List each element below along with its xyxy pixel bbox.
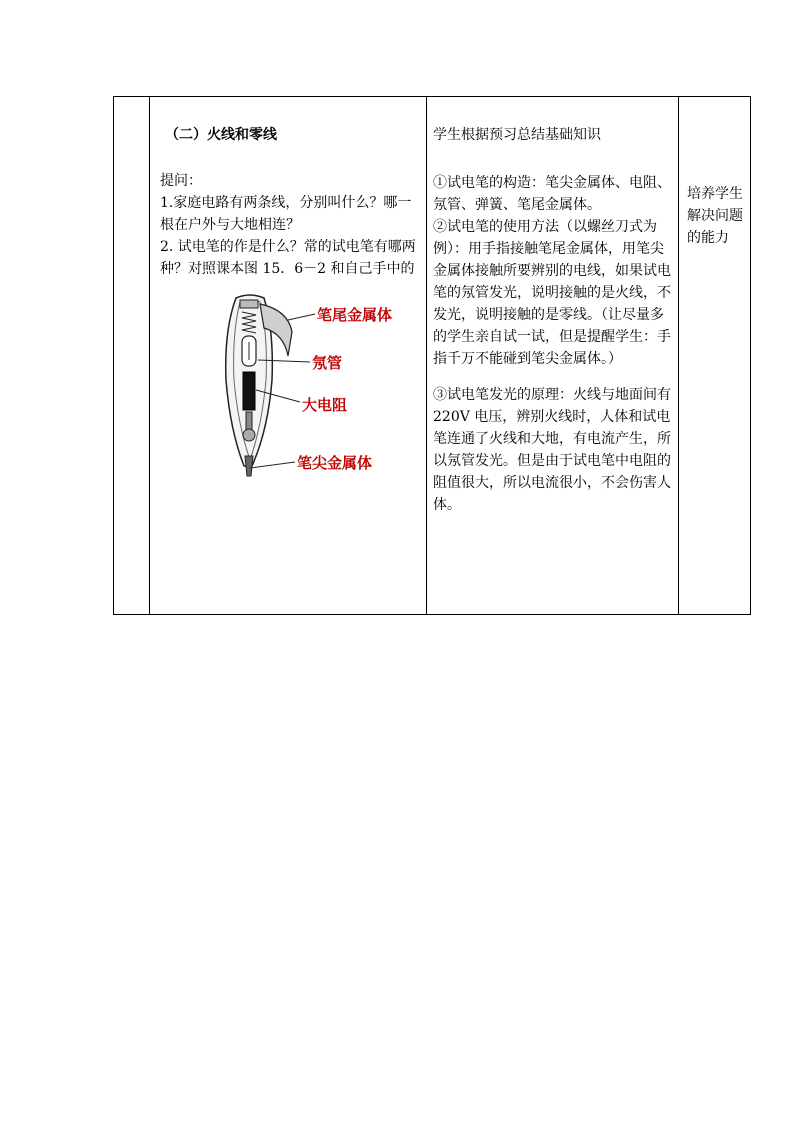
question-2: 2. 试电笔的作是什么？常的试电笔有哪两种？对照课本图 15．6－2 和自己手中的 bbox=[160, 239, 416, 277]
student-point-3: ③试电笔发光的原理：火线与地面间有 220V 电压，辨别火线时，人体和试电笔连通了火线和大地，有电流产生，所以氖管发光。但是由于试电笔中电阻的阻值很大，所以电流很小，不会伤害人体。 bbox=[433, 387, 671, 513]
question-block bbox=[160, 170, 416, 280]
tail-cap bbox=[240, 300, 258, 308]
resistor-body bbox=[243, 372, 255, 410]
label-neon-tube: 氖管 bbox=[312, 354, 343, 372]
teacher-activity-cell bbox=[150, 97, 427, 615]
label-resistor: 大电阻 bbox=[302, 396, 348, 414]
test-pencil-figure bbox=[160, 290, 400, 480]
section-title: （二）火线和零线 bbox=[165, 127, 277, 143]
student-point-2: ②试电笔的使用方法（以螺丝刀式为例）：用手指接触笔尾金属体，用笔尖金属体接触所要辨别的电线，如果试电笔的氖管发光，说明接触的是火线，不发光，说明接触的是零线。（让尽量多的学生亲自试一试，但是提醒学生：手指千万不能碰到笔尖金属体。） bbox=[433, 219, 671, 367]
tip-metal bbox=[245, 456, 253, 476]
leader-tail bbox=[288, 314, 315, 320]
paragraph-gap bbox=[433, 370, 672, 384]
design-aim-text: 培养学生解决问题的能力 bbox=[687, 186, 743, 246]
student-heading: 学生根据预习总结基础知识 bbox=[433, 127, 601, 143]
tip-joint bbox=[243, 429, 255, 441]
label-tail-metal: 笔尾金属体 bbox=[317, 306, 393, 324]
question-1: 1.家庭电路有两条线，分别叫什么？哪一根在户外与大地相连？ bbox=[160, 195, 412, 233]
label-tip-metal: 笔尖金属体 bbox=[297, 454, 373, 472]
student-point-1: ①试电笔的构造：笔尖金属体、电阻、氖管、弹簧、笔尾金属体。 bbox=[433, 175, 671, 213]
table-row bbox=[114, 97, 751, 615]
design-aim-cell bbox=[679, 97, 751, 615]
blank-column-cell bbox=[114, 97, 150, 615]
leader-tip bbox=[250, 462, 295, 468]
student-activity-cell bbox=[427, 97, 679, 615]
tip-connector bbox=[246, 412, 252, 430]
lesson-table bbox=[113, 96, 751, 615]
prompt-label: 提问： bbox=[160, 173, 202, 189]
